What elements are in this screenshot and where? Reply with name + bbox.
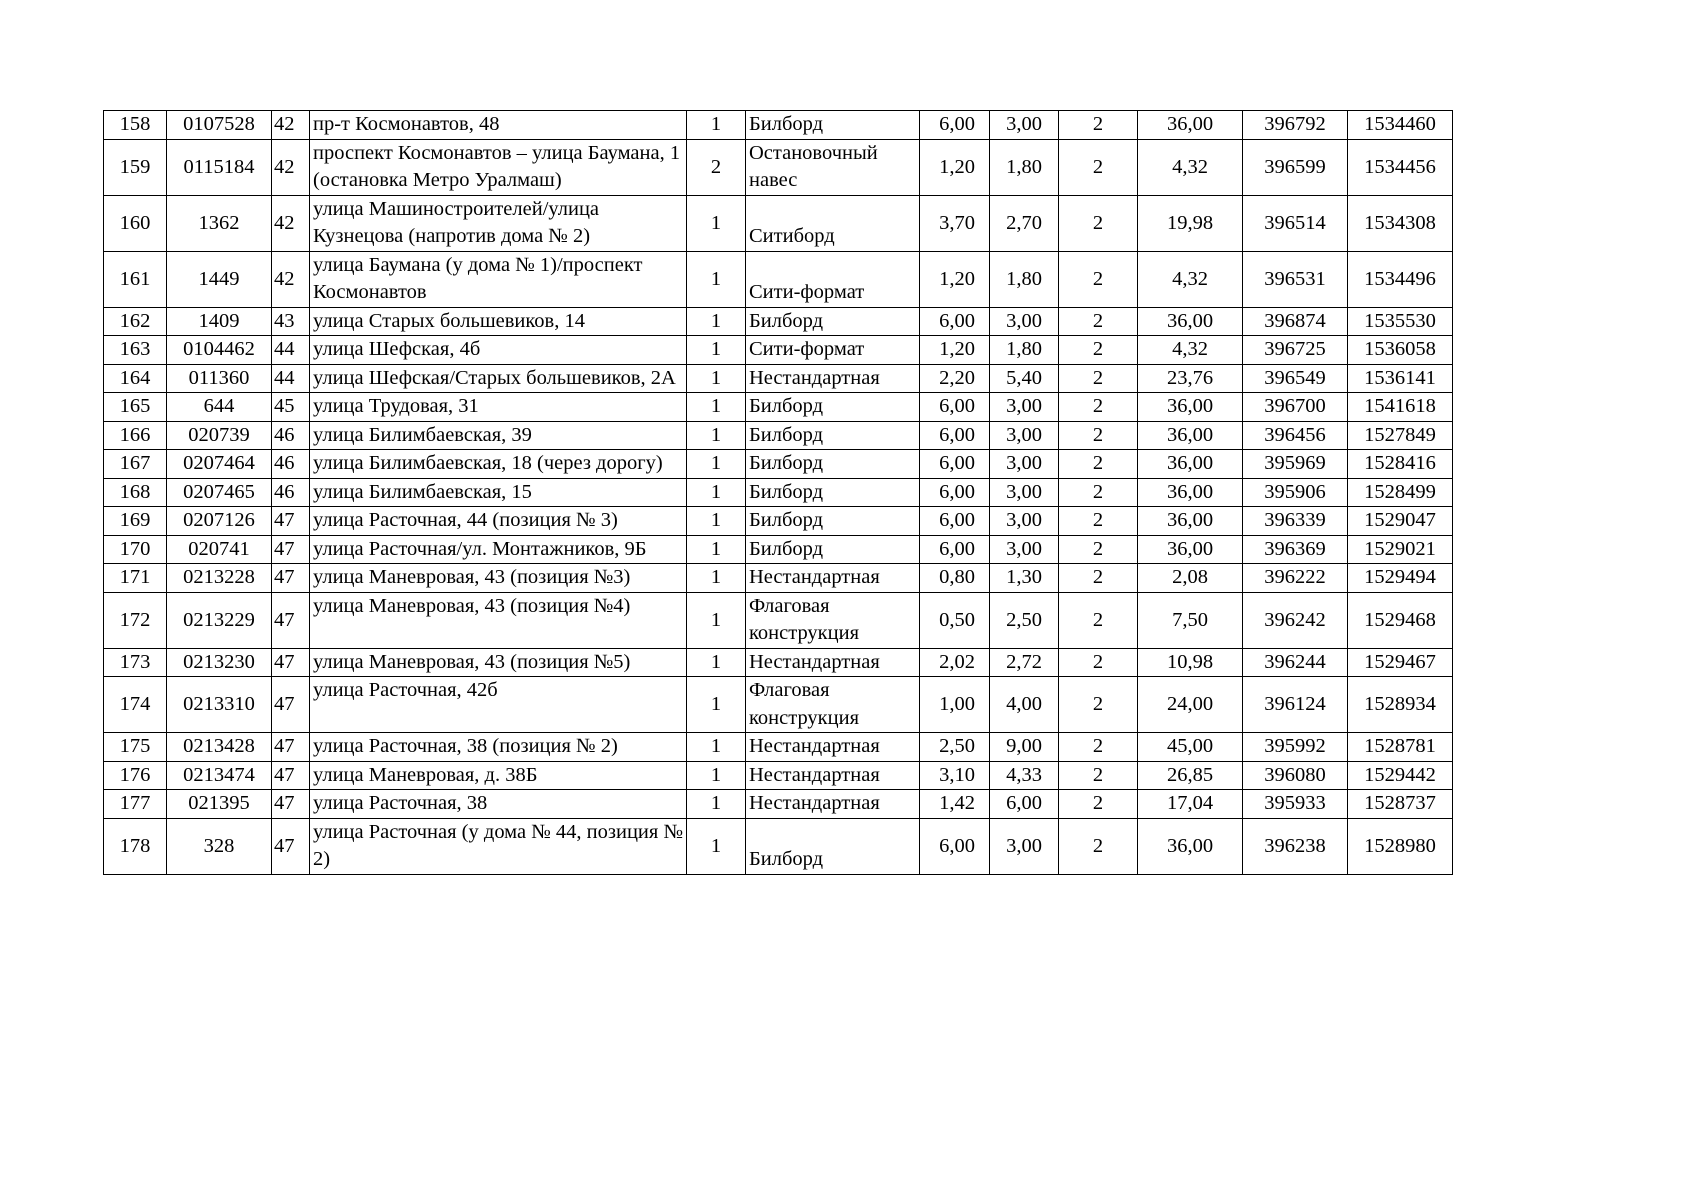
- quantity-cell: 1: [687, 564, 746, 593]
- height-cell: 3,00: [990, 307, 1059, 336]
- sides-cell: 2: [1059, 790, 1138, 819]
- object-id-cell: 0207464: [167, 450, 272, 479]
- sides-cell: 2: [1059, 733, 1138, 762]
- height-cell: 3,00: [990, 111, 1059, 140]
- address-cell: улица Шефская/Старых большевиков, 2А: [310, 364, 687, 393]
- address-cell: улица Расточная/ул. Монтажников, 9Б: [310, 535, 687, 564]
- area-cell: 36,00: [1138, 111, 1243, 140]
- quantity-cell: 2: [687, 139, 746, 195]
- object-id-cell: 0213229: [167, 592, 272, 648]
- area-cell: 4,32: [1138, 139, 1243, 195]
- row-number-cell: 170: [104, 535, 167, 564]
- row-number-cell: 163: [104, 336, 167, 365]
- coord-y-cell: 1534496: [1348, 251, 1453, 307]
- address-cell: улица Расточная, 42б: [310, 677, 687, 733]
- area-cell: 36,00: [1138, 393, 1243, 422]
- coord-y-cell: 1529467: [1348, 648, 1453, 677]
- district-code-cell: 44: [272, 336, 310, 365]
- height-cell: 1,80: [990, 251, 1059, 307]
- table-body: [104, 111, 1453, 875]
- address-cell: улица Машиностроителей/улица Кузнецова (напротив дома № 2): [310, 195, 687, 251]
- district-code-cell: 47: [272, 592, 310, 648]
- height-cell: 6,00: [990, 790, 1059, 819]
- district-code-cell: 47: [272, 818, 310, 874]
- coord-x-cell: 395969: [1243, 450, 1348, 479]
- coord-y-cell: 1529021: [1348, 535, 1453, 564]
- structure-type-cell: Флаговая конструкция: [746, 592, 920, 648]
- sides-cell: 2: [1059, 195, 1138, 251]
- table-row: [104, 393, 1453, 422]
- width-cell: 2,50: [920, 733, 990, 762]
- coord-y-cell: 1534308: [1348, 195, 1453, 251]
- area-cell: 36,00: [1138, 507, 1243, 536]
- coord-y-cell: 1536141: [1348, 364, 1453, 393]
- coord-x-cell: 396599: [1243, 139, 1348, 195]
- table-row: [104, 307, 1453, 336]
- sides-cell: 2: [1059, 761, 1138, 790]
- table-row: [104, 251, 1453, 307]
- height-cell: 3,00: [990, 535, 1059, 564]
- height-cell: 3,00: [990, 478, 1059, 507]
- district-code-cell: 47: [272, 648, 310, 677]
- quantity-cell: 1: [687, 592, 746, 648]
- sides-cell: 2: [1059, 507, 1138, 536]
- address-cell: улица Расточная, 44 (позиция № 3): [310, 507, 687, 536]
- row-number-cell: 174: [104, 677, 167, 733]
- object-id-cell: 0207126: [167, 507, 272, 536]
- sides-cell: 2: [1059, 818, 1138, 874]
- table-row: [104, 818, 1453, 874]
- coord-y-cell: 1534460: [1348, 111, 1453, 140]
- sides-cell: 2: [1059, 450, 1138, 479]
- coord-x-cell: 396874: [1243, 307, 1348, 336]
- area-cell: 17,04: [1138, 790, 1243, 819]
- coord-x-cell: 396080: [1243, 761, 1348, 790]
- district-code-cell: 46: [272, 478, 310, 507]
- coord-x-cell: 396369: [1243, 535, 1348, 564]
- coord-x-cell: 396725: [1243, 336, 1348, 365]
- area-cell: 7,50: [1138, 592, 1243, 648]
- object-id-cell: 644: [167, 393, 272, 422]
- width-cell: 6,00: [920, 307, 990, 336]
- area-cell: 36,00: [1138, 818, 1243, 874]
- width-cell: 6,00: [920, 111, 990, 140]
- quantity-cell: 1: [687, 421, 746, 450]
- coord-y-cell: 1541618: [1348, 393, 1453, 422]
- coord-x-cell: 396531: [1243, 251, 1348, 307]
- row-number-cell: 165: [104, 393, 167, 422]
- quantity-cell: 1: [687, 790, 746, 819]
- structure-type-cell: Флаговая конструкция: [746, 677, 920, 733]
- address-cell: улица Маневровая, 43 (позиция №3): [310, 564, 687, 593]
- coord-x-cell: 396124: [1243, 677, 1348, 733]
- coord-x-cell: 396222: [1243, 564, 1348, 593]
- width-cell: 1,42: [920, 790, 990, 819]
- width-cell: 0,50: [920, 592, 990, 648]
- address-cell: улица Старых большевиков, 14: [310, 307, 687, 336]
- quantity-cell: 1: [687, 336, 746, 365]
- object-id-cell: 011360: [167, 364, 272, 393]
- address-cell: улица Баумана (у дома № 1)/проспект Космонавтов: [310, 251, 687, 307]
- object-id-cell: 0213228: [167, 564, 272, 593]
- row-number-cell: 167: [104, 450, 167, 479]
- table-row: [104, 592, 1453, 648]
- height-cell: 3,00: [990, 450, 1059, 479]
- structure-type-cell: Нестандартная: [746, 564, 920, 593]
- height-cell: 1,80: [990, 139, 1059, 195]
- area-cell: 45,00: [1138, 733, 1243, 762]
- width-cell: 6,00: [920, 478, 990, 507]
- row-number-cell: 173: [104, 648, 167, 677]
- height-cell: 5,40: [990, 364, 1059, 393]
- width-cell: 6,00: [920, 421, 990, 450]
- row-number-cell: 164: [104, 364, 167, 393]
- address-cell: улица Расточная, 38 (позиция № 2): [310, 733, 687, 762]
- height-cell: 3,00: [990, 818, 1059, 874]
- address-cell: улица Маневровая, 43 (позиция №5): [310, 648, 687, 677]
- quantity-cell: 1: [687, 478, 746, 507]
- height-cell: 2,72: [990, 648, 1059, 677]
- object-id-cell: 0207465: [167, 478, 272, 507]
- object-id-cell: 1409: [167, 307, 272, 336]
- coord-y-cell: 1528781: [1348, 733, 1453, 762]
- area-cell: 36,00: [1138, 478, 1243, 507]
- coord-y-cell: 1534456: [1348, 139, 1453, 195]
- quantity-cell: 1: [687, 507, 746, 536]
- table-row: [104, 139, 1453, 195]
- coord-x-cell: 396792: [1243, 111, 1348, 140]
- table-row: [104, 648, 1453, 677]
- area-cell: 36,00: [1138, 307, 1243, 336]
- area-cell: 2,08: [1138, 564, 1243, 593]
- width-cell: 1,00: [920, 677, 990, 733]
- area-cell: 4,32: [1138, 336, 1243, 365]
- structure-type-cell: Нестандартная: [746, 733, 920, 762]
- sides-cell: 2: [1059, 251, 1138, 307]
- area-cell: 4,32: [1138, 251, 1243, 307]
- structure-type-cell: Билборд: [746, 450, 920, 479]
- district-code-cell: 42: [272, 195, 310, 251]
- width-cell: 1,20: [920, 336, 990, 365]
- structure-type-cell: Ситиборд: [746, 195, 920, 251]
- object-id-cell: 1449: [167, 251, 272, 307]
- row-number-cell: 172: [104, 592, 167, 648]
- district-code-cell: 47: [272, 790, 310, 819]
- object-id-cell: 328: [167, 818, 272, 874]
- coord-x-cell: 395992: [1243, 733, 1348, 762]
- area-cell: 36,00: [1138, 421, 1243, 450]
- height-cell: 3,00: [990, 393, 1059, 422]
- sides-cell: 2: [1059, 648, 1138, 677]
- row-number-cell: 160: [104, 195, 167, 251]
- structure-type-cell: Остановочный навес: [746, 139, 920, 195]
- coord-y-cell: 1527849: [1348, 421, 1453, 450]
- object-id-cell: 0104462: [167, 336, 272, 365]
- width-cell: 6,00: [920, 535, 990, 564]
- object-id-cell: 0115184: [167, 139, 272, 195]
- address-cell: улица Билимбаевская, 18 (через дорогу): [310, 450, 687, 479]
- district-code-cell: 45: [272, 393, 310, 422]
- structure-type-cell: Нестандартная: [746, 648, 920, 677]
- row-number-cell: 162: [104, 307, 167, 336]
- quantity-cell: 1: [687, 677, 746, 733]
- address-cell: улица Расточная (у дома № 44, позиция № 2): [310, 818, 687, 874]
- area-cell: 19,98: [1138, 195, 1243, 251]
- quantity-cell: 1: [687, 733, 746, 762]
- width-cell: 6,00: [920, 507, 990, 536]
- row-number-cell: 161: [104, 251, 167, 307]
- table-row: [104, 677, 1453, 733]
- row-number-cell: 178: [104, 818, 167, 874]
- structure-type-cell: Билборд: [746, 307, 920, 336]
- address-cell: улица Билимбаевская, 15: [310, 478, 687, 507]
- row-number-cell: 175: [104, 733, 167, 762]
- structure-type-cell: Билборд: [746, 393, 920, 422]
- coord-y-cell: 1529047: [1348, 507, 1453, 536]
- height-cell: 3,00: [990, 507, 1059, 536]
- sides-cell: 2: [1059, 139, 1138, 195]
- district-code-cell: 43: [272, 307, 310, 336]
- coord-x-cell: 396456: [1243, 421, 1348, 450]
- area-cell: 26,85: [1138, 761, 1243, 790]
- structure-type-cell: Сити-формат: [746, 251, 920, 307]
- height-cell: 1,30: [990, 564, 1059, 593]
- quantity-cell: 1: [687, 364, 746, 393]
- structure-type-cell: Нестандартная: [746, 761, 920, 790]
- coord-y-cell: 1529468: [1348, 592, 1453, 648]
- structure-type-cell: Билборд: [746, 818, 920, 874]
- coord-x-cell: 396244: [1243, 648, 1348, 677]
- width-cell: 6,00: [920, 393, 990, 422]
- coord-x-cell: 396700: [1243, 393, 1348, 422]
- width-cell: 2,20: [920, 364, 990, 393]
- table-row: [104, 111, 1453, 140]
- height-cell: 2,70: [990, 195, 1059, 251]
- quantity-cell: 1: [687, 761, 746, 790]
- object-id-cell: 1362: [167, 195, 272, 251]
- object-id-cell: 0213474: [167, 761, 272, 790]
- table-row: [104, 790, 1453, 819]
- address-cell: улица Расточная, 38: [310, 790, 687, 819]
- coord-y-cell: 1529442: [1348, 761, 1453, 790]
- coord-y-cell: 1528737: [1348, 790, 1453, 819]
- advertising-structures-table: [103, 110, 1453, 875]
- quantity-cell: 1: [687, 111, 746, 140]
- coord-x-cell: 396549: [1243, 364, 1348, 393]
- coord-x-cell: 395906: [1243, 478, 1348, 507]
- width-cell: 0,80: [920, 564, 990, 593]
- width-cell: 6,00: [920, 450, 990, 479]
- sides-cell: 2: [1059, 592, 1138, 648]
- structure-type-cell: Билборд: [746, 478, 920, 507]
- coord-x-cell: 396242: [1243, 592, 1348, 648]
- table-row: [104, 364, 1453, 393]
- object-id-cell: 020739: [167, 421, 272, 450]
- width-cell: 3,70: [920, 195, 990, 251]
- table-row: [104, 336, 1453, 365]
- sides-cell: 2: [1059, 535, 1138, 564]
- structure-type-cell: Нестандартная: [746, 364, 920, 393]
- address-cell: улица Билимбаевская, 39: [310, 421, 687, 450]
- coord-y-cell: 1529494: [1348, 564, 1453, 593]
- row-number-cell: 168: [104, 478, 167, 507]
- quantity-cell: 1: [687, 535, 746, 564]
- sides-cell: 2: [1059, 336, 1138, 365]
- width-cell: 3,10: [920, 761, 990, 790]
- coord-x-cell: 396238: [1243, 818, 1348, 874]
- district-code-cell: 47: [272, 677, 310, 733]
- width-cell: 1,20: [920, 139, 990, 195]
- table-row: [104, 478, 1453, 507]
- height-cell: 9,00: [990, 733, 1059, 762]
- width-cell: 2,02: [920, 648, 990, 677]
- address-cell: улица Трудовая, 31: [310, 393, 687, 422]
- row-number-cell: 159: [104, 139, 167, 195]
- district-code-cell: 46: [272, 421, 310, 450]
- sides-cell: 2: [1059, 564, 1138, 593]
- row-number-cell: 171: [104, 564, 167, 593]
- structure-type-cell: Билборд: [746, 111, 920, 140]
- coord-y-cell: 1528499: [1348, 478, 1453, 507]
- row-number-cell: 169: [104, 507, 167, 536]
- district-code-cell: 47: [272, 535, 310, 564]
- quantity-cell: 1: [687, 393, 746, 422]
- district-code-cell: 42: [272, 111, 310, 140]
- object-id-cell: 021395: [167, 790, 272, 819]
- district-code-cell: 42: [272, 139, 310, 195]
- sides-cell: 2: [1059, 421, 1138, 450]
- table-row: [104, 733, 1453, 762]
- address-cell: улица Маневровая, 43 (позиция №4): [310, 592, 687, 648]
- address-cell: улица Шефская, 4б: [310, 336, 687, 365]
- structure-type-cell: Нестандартная: [746, 790, 920, 819]
- district-code-cell: 46: [272, 450, 310, 479]
- district-code-cell: 47: [272, 761, 310, 790]
- sides-cell: 2: [1059, 393, 1138, 422]
- row-number-cell: 158: [104, 111, 167, 140]
- structure-type-cell: Сити-формат: [746, 336, 920, 365]
- object-id-cell: 0213310: [167, 677, 272, 733]
- object-id-cell: 0213230: [167, 648, 272, 677]
- table-row: [104, 195, 1453, 251]
- address-cell: пр-т Космонавтов, 48: [310, 111, 687, 140]
- coord-y-cell: 1535530: [1348, 307, 1453, 336]
- area-cell: 36,00: [1138, 450, 1243, 479]
- height-cell: 4,33: [990, 761, 1059, 790]
- row-number-cell: 166: [104, 421, 167, 450]
- district-code-cell: 47: [272, 507, 310, 536]
- sides-cell: 2: [1059, 307, 1138, 336]
- structure-type-cell: Билборд: [746, 507, 920, 536]
- quantity-cell: 1: [687, 818, 746, 874]
- district-code-cell: 47: [272, 564, 310, 593]
- row-number-cell: 176: [104, 761, 167, 790]
- area-cell: 10,98: [1138, 648, 1243, 677]
- sides-cell: 2: [1059, 478, 1138, 507]
- quantity-cell: 1: [687, 195, 746, 251]
- sides-cell: 2: [1059, 677, 1138, 733]
- row-number-cell: 177: [104, 790, 167, 819]
- width-cell: 6,00: [920, 818, 990, 874]
- quantity-cell: 1: [687, 648, 746, 677]
- sides-cell: 2: [1059, 111, 1138, 140]
- coord-y-cell: 1528416: [1348, 450, 1453, 479]
- sides-cell: 2: [1059, 364, 1138, 393]
- coord-x-cell: 396514: [1243, 195, 1348, 251]
- height-cell: 2,50: [990, 592, 1059, 648]
- table-row: [104, 421, 1453, 450]
- area-cell: 23,76: [1138, 364, 1243, 393]
- table-row: [104, 450, 1453, 479]
- height-cell: 1,80: [990, 336, 1059, 365]
- structure-type-cell: Билборд: [746, 535, 920, 564]
- quantity-cell: 1: [687, 450, 746, 479]
- object-id-cell: 020741: [167, 535, 272, 564]
- coord-x-cell: 396339: [1243, 507, 1348, 536]
- area-cell: 36,00: [1138, 535, 1243, 564]
- coord-x-cell: 395933: [1243, 790, 1348, 819]
- structure-type-cell: Билборд: [746, 421, 920, 450]
- address-cell: проспект Космонавтов – улица Баумана, 1 (остановка Метро Уралмаш): [310, 139, 687, 195]
- quantity-cell: 1: [687, 307, 746, 336]
- table-row: [104, 564, 1453, 593]
- district-code-cell: 44: [272, 364, 310, 393]
- area-cell: 24,00: [1138, 677, 1243, 733]
- quantity-cell: 1: [687, 251, 746, 307]
- coord-y-cell: 1536058: [1348, 336, 1453, 365]
- table-row: [104, 761, 1453, 790]
- coord-y-cell: 1528934: [1348, 677, 1453, 733]
- object-id-cell: 0213428: [167, 733, 272, 762]
- table-row: [104, 535, 1453, 564]
- object-id-cell: 0107528: [167, 111, 272, 140]
- coord-y-cell: 1528980: [1348, 818, 1453, 874]
- table-row: [104, 507, 1453, 536]
- height-cell: 3,00: [990, 421, 1059, 450]
- width-cell: 1,20: [920, 251, 990, 307]
- address-cell: улица Маневровая, д. 38Б: [310, 761, 687, 790]
- height-cell: 4,00: [990, 677, 1059, 733]
- district-code-cell: 42: [272, 251, 310, 307]
- district-code-cell: 47: [272, 733, 310, 762]
